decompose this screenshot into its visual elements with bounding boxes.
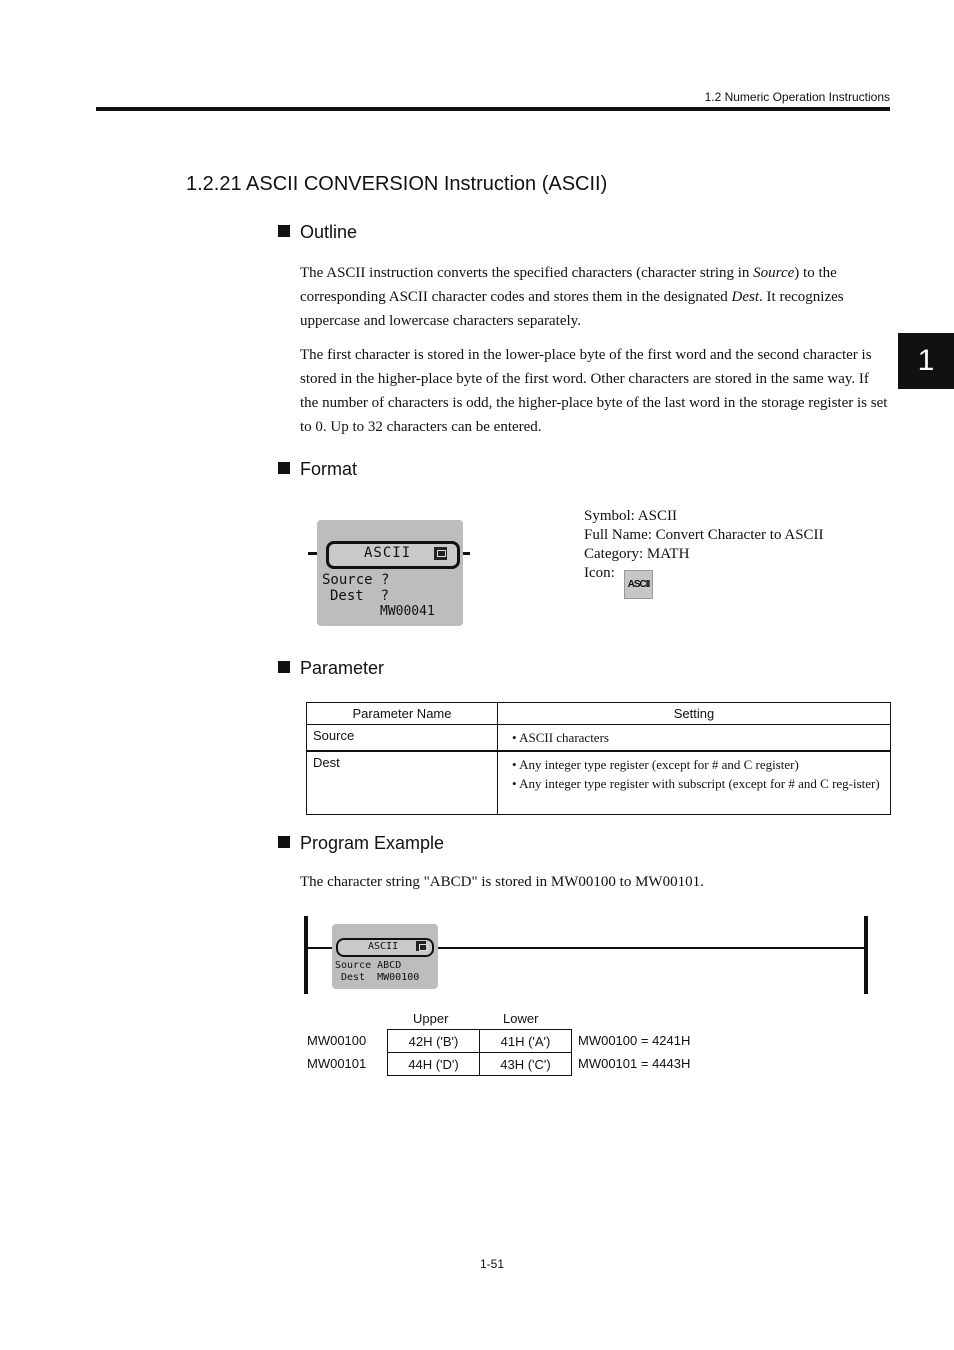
register-label: MW00101 bbox=[307, 1056, 367, 1071]
program-example-heading: Program Example bbox=[278, 833, 444, 854]
bullet-square-icon bbox=[278, 462, 290, 474]
table-row bbox=[388, 1053, 572, 1076]
table-row bbox=[388, 1030, 572, 1053]
block-type-icon bbox=[434, 547, 447, 560]
block-dest-line: Dest ? bbox=[330, 588, 390, 604]
param-setting-cell: • ASCII characters bbox=[498, 725, 891, 752]
upper-byte-cell: 42H ('B') bbox=[388, 1030, 480, 1053]
register-result: MW00100 = 4241H bbox=[578, 1033, 691, 1048]
register-label: MW00100 bbox=[307, 1033, 367, 1048]
block-name: ASCII bbox=[364, 545, 412, 561]
param-setting-cell: • Any integer type register (except for # and C register) • Any integer type register with subscript (except for # and C reg-ister) bbox=[498, 751, 891, 815]
register-result: MW00101 = 4443H bbox=[578, 1056, 691, 1071]
bullet-square-icon bbox=[278, 836, 290, 848]
bullet-square-icon bbox=[278, 225, 290, 237]
bullet-square-icon bbox=[278, 661, 290, 673]
right-power-rail bbox=[864, 916, 868, 994]
lower-column-label: Lower bbox=[503, 1011, 539, 1026]
example-block-dest: Dest MW00100 bbox=[341, 972, 420, 983]
param-name-cell: Source bbox=[307, 725, 498, 752]
upper-column-label: Upper bbox=[413, 1011, 449, 1026]
category-line: Category: MATH bbox=[584, 546, 690, 562]
instruction-info bbox=[584, 507, 824, 583]
column-header: Setting bbox=[498, 703, 891, 725]
parameter-table bbox=[306, 702, 891, 815]
block-source-line: Source ? bbox=[322, 572, 390, 588]
left-power-rail bbox=[304, 916, 308, 994]
chapter-tab: 1 bbox=[898, 333, 954, 389]
lower-byte-cell: 41H ('A') bbox=[480, 1030, 572, 1053]
outline-paragraph-1: The ASCII instruction converts the specified characters (character string in Source) to the corresponding ASCII character codes and stores them in the designated Dest. It recognizes uppercase and lowercase characters separately. bbox=[300, 265, 844, 329]
param-name-cell: Dest bbox=[307, 751, 498, 815]
page-number: 1-51 bbox=[480, 1257, 505, 1271]
ascii-toolbar-icon: ASCII bbox=[624, 570, 653, 599]
example-description: The character string "ABCD" is stored in MW00100 to MW00101. bbox=[300, 874, 704, 890]
ladder-diagram bbox=[304, 916, 868, 994]
running-header: 1.2 Numeric Operation Instructions bbox=[704, 90, 890, 104]
format-heading: Format bbox=[278, 459, 357, 480]
column-header: Parameter Name bbox=[307, 703, 498, 725]
table-row bbox=[307, 751, 891, 815]
parameter-heading: Parameter bbox=[278, 658, 384, 679]
table-row bbox=[307, 725, 891, 752]
full-name-line: Full Name: Convert Character to ASCII bbox=[584, 527, 824, 543]
example-block-source: Source ABCD bbox=[335, 960, 402, 971]
section-title: 1.2.21 ASCII CONVERSION Instruction (ASCII) bbox=[186, 173, 608, 195]
example-block-name: ASCII bbox=[368, 941, 399, 952]
memory-byte-table bbox=[387, 1029, 572, 1076]
symbol-line: Symbol: ASCII bbox=[584, 508, 677, 524]
header-rule bbox=[96, 107, 890, 111]
outline-heading: Outline bbox=[278, 222, 357, 243]
outline-paragraph-2: The first character is stored in the lower-place byte of the first word and the second character is stored in the higher-place byte of the first word. Other characters are stored in the same way. If the number of characters is odd, the higher-place byte of the last word in the storage register is set to 0. Up to 32 characters can be entered. bbox=[300, 347, 888, 435]
lower-byte-cell: 43H ('C') bbox=[480, 1053, 572, 1076]
ascii-function-block bbox=[308, 520, 470, 626]
block-type-icon bbox=[416, 941, 426, 951]
table-header-row bbox=[307, 703, 891, 725]
upper-byte-cell: 44H ('D') bbox=[388, 1053, 480, 1076]
block-register: MW00041 bbox=[380, 604, 435, 619]
icon-line: Icon: bbox=[584, 565, 615, 581]
